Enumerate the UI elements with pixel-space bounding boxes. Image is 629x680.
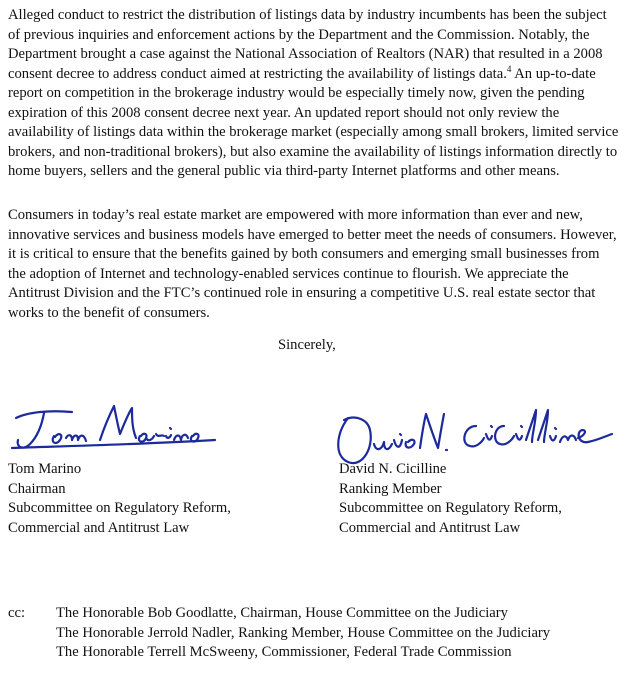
cc-recipient: The Honorable Terrell McSweeny, Commissioner, Federal Trade Commission [56, 644, 512, 660]
signature-block-cicilline [339, 460, 562, 538]
cc-label: cc: [8, 605, 26, 621]
paragraph-1-text-a: Alleged conduct to restrict the distribution of listings data by industry incumbents has been the subject of previous inquiries and enforcement actions by the Department and the Commission. Notably, the Department brought a case against the National Association of Realtors (NAR) that resulted in a 2008 consent decree to address conduct aimed at restricting the availability of listings data. [8, 7, 607, 82]
cc-list [56, 604, 550, 663]
closing-salutation: Sincerely, [278, 337, 336, 353]
signatory-org-line-1: Subcommittee on Regulatory Reform, [8, 500, 231, 516]
signatory-title: Ranking Member [339, 480, 442, 497]
signatory-org-line-2: Commercial and Antitrust Law [8, 519, 190, 536]
body-paragraph-2: Consumers in today’s real estate market are empowered with more information than ever and new, innovative services and business models have emerged to better meet the needs of consumers. However, it is critical to ensure that the benefits gained by both consumers and emerging small businesses from the adoption of Internet and technology-enabled services continue to flourish. We appreciate the Antitrust Division and the FTC’s continued role in ensuring a competitive U.S. real estate sector that works to the benefit of consumers. [8, 207, 617, 321]
signatory-org-line-2: Commercial and Antitrust Law [339, 519, 521, 536]
signature-tom-marino [10, 400, 220, 462]
paragraph-1-text-b: An up-to-date report on competition in the brokerage industry would be especially timely now, given the pending expiration of this 2008 consent decree next year. An updated report should not only review the availability of listings data within the brokerage market (especially among small brokers, limited service brokers, and non-traditional brokers), but also examine the availability of listings information directly to home buyers, sellers and the general public via third-party Internet platforms and other means. [8, 65, 619, 179]
body-paragraph-1 [8, 6, 620, 182]
signatory-org-line-1: Subcommittee on Regulatory Reform, [339, 500, 562, 516]
cc-recipient: The Honorable Jerrold Nadler, Ranking Member, House Committee on the Judiciary [56, 624, 551, 641]
footnote-ref: 4 [506, 63, 512, 74]
signatory-name: Tom Marino [8, 461, 82, 477]
signatory-name: David N. Cicilline [339, 461, 447, 477]
signature-block-marino [8, 460, 231, 538]
cc-recipient: The Honorable Bob Goodlatte, Chairman, House Committee on the Judiciary [56, 605, 508, 621]
signatory-title: Chairman [8, 480, 66, 497]
